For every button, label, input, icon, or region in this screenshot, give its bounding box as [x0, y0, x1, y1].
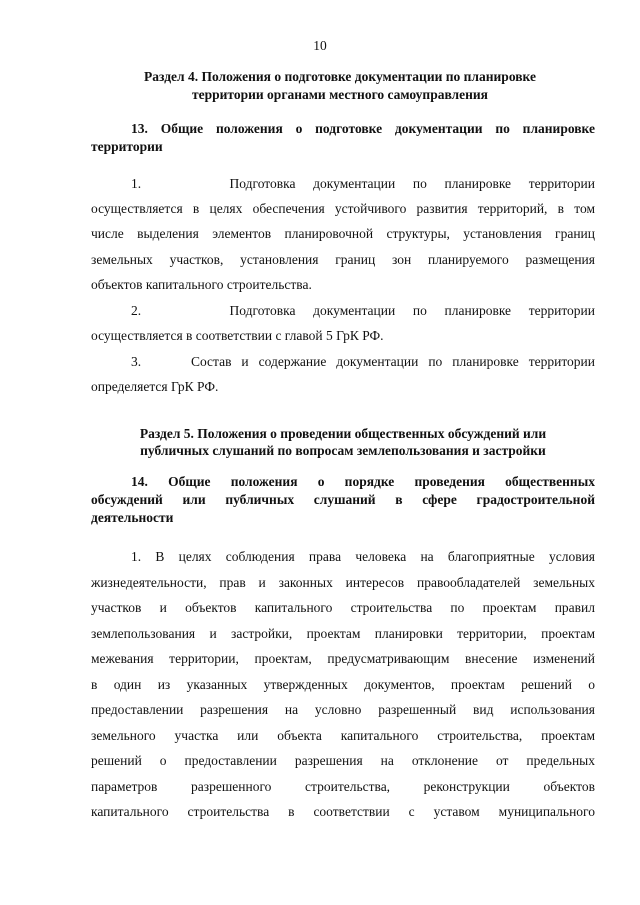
paragraph-3-line: определяется ГрК РФ.	[91, 379, 219, 394]
paragraph-4-line: в один из указанных утвержденных документов, проектам решений о	[91, 677, 595, 692]
paragraph-2-line: 2. Подготовка документации по планировке территории	[131, 303, 595, 318]
paragraph-2-line: осуществляется в соответствии с главой 5 ГрК РФ.	[91, 328, 384, 343]
paragraph-1-line: осуществляется в целях обеспечения устойчивого развития территорий, в том	[91, 201, 595, 216]
chapter-13-title-line-2: территории	[91, 139, 163, 154]
paragraph-1-line: 1. Подготовка документации по планировке территории	[131, 176, 595, 191]
section-4-title-line-1: Раздел 4. Положения о подготовке документации по планировке	[144, 69, 536, 84]
chapter-14-title-line-3: деятельности	[91, 510, 174, 525]
section-5-title-line-1: Раздел 5. Положения о проведении общественных обсуждений или	[139, 426, 547, 441]
chapter-14-title-line-1: 14. Общие положения о порядке проведения общественных	[131, 474, 595, 489]
section-5-title-line-2: публичных слушаний по вопросам землепользования и застройки	[140, 443, 546, 458]
paragraph-1-line: земельных участков, установления границ зон планируемого размещения	[91, 252, 595, 267]
paragraph-4-line: межевания территории, проектам, предусматривающим внесение изменений	[91, 651, 595, 666]
paragraph-4-line: решений о предоставлении разрешения на отклонение от предельных	[91, 753, 595, 768]
paragraph-4-line: предоставлении разрешения на условно разрешенный вид использования	[91, 702, 595, 717]
chapter-14-title-line-2: обсуждений или публичных слушаний в сфере градостроительной	[91, 492, 595, 507]
paragraph-1-line: числе выделения элементов планировочной структуры, установления границ	[91, 226, 595, 241]
paragraph-4-line: жизнедеятельности, прав и законных интересов правообладателей земельных	[91, 575, 595, 590]
paragraph-4-line: капитального строительства в соответствии с уставом муниципального	[91, 804, 595, 819]
paragraph-4-line: 1. В целях соблюдения права человека на благоприятные условия	[131, 549, 595, 564]
page-number: 10	[313, 38, 327, 53]
paragraph-1-line: объектов капитального строительства.	[91, 277, 312, 292]
paragraph-3-line: 3. Состав и содержание документации по планировке территории	[131, 354, 595, 369]
paragraph-4-line: землепользования и застройки, проектам планировки территории, проектам	[91, 626, 595, 641]
chapter-13-title-line-1: 13. Общие положения о подготовке документации по планировке	[131, 121, 595, 136]
paragraph-4-line: параметров разрешенного строительства, реконструкции объектов	[91, 779, 595, 794]
paragraph-4-line: участков и объектов капитального строительства по проектам правил	[91, 600, 595, 615]
section-4-title-line-2: территории органами местного самоуправления	[192, 87, 488, 102]
paragraph-4-line: земельного участка или объекта капитального строительства, проектам	[91, 728, 595, 743]
